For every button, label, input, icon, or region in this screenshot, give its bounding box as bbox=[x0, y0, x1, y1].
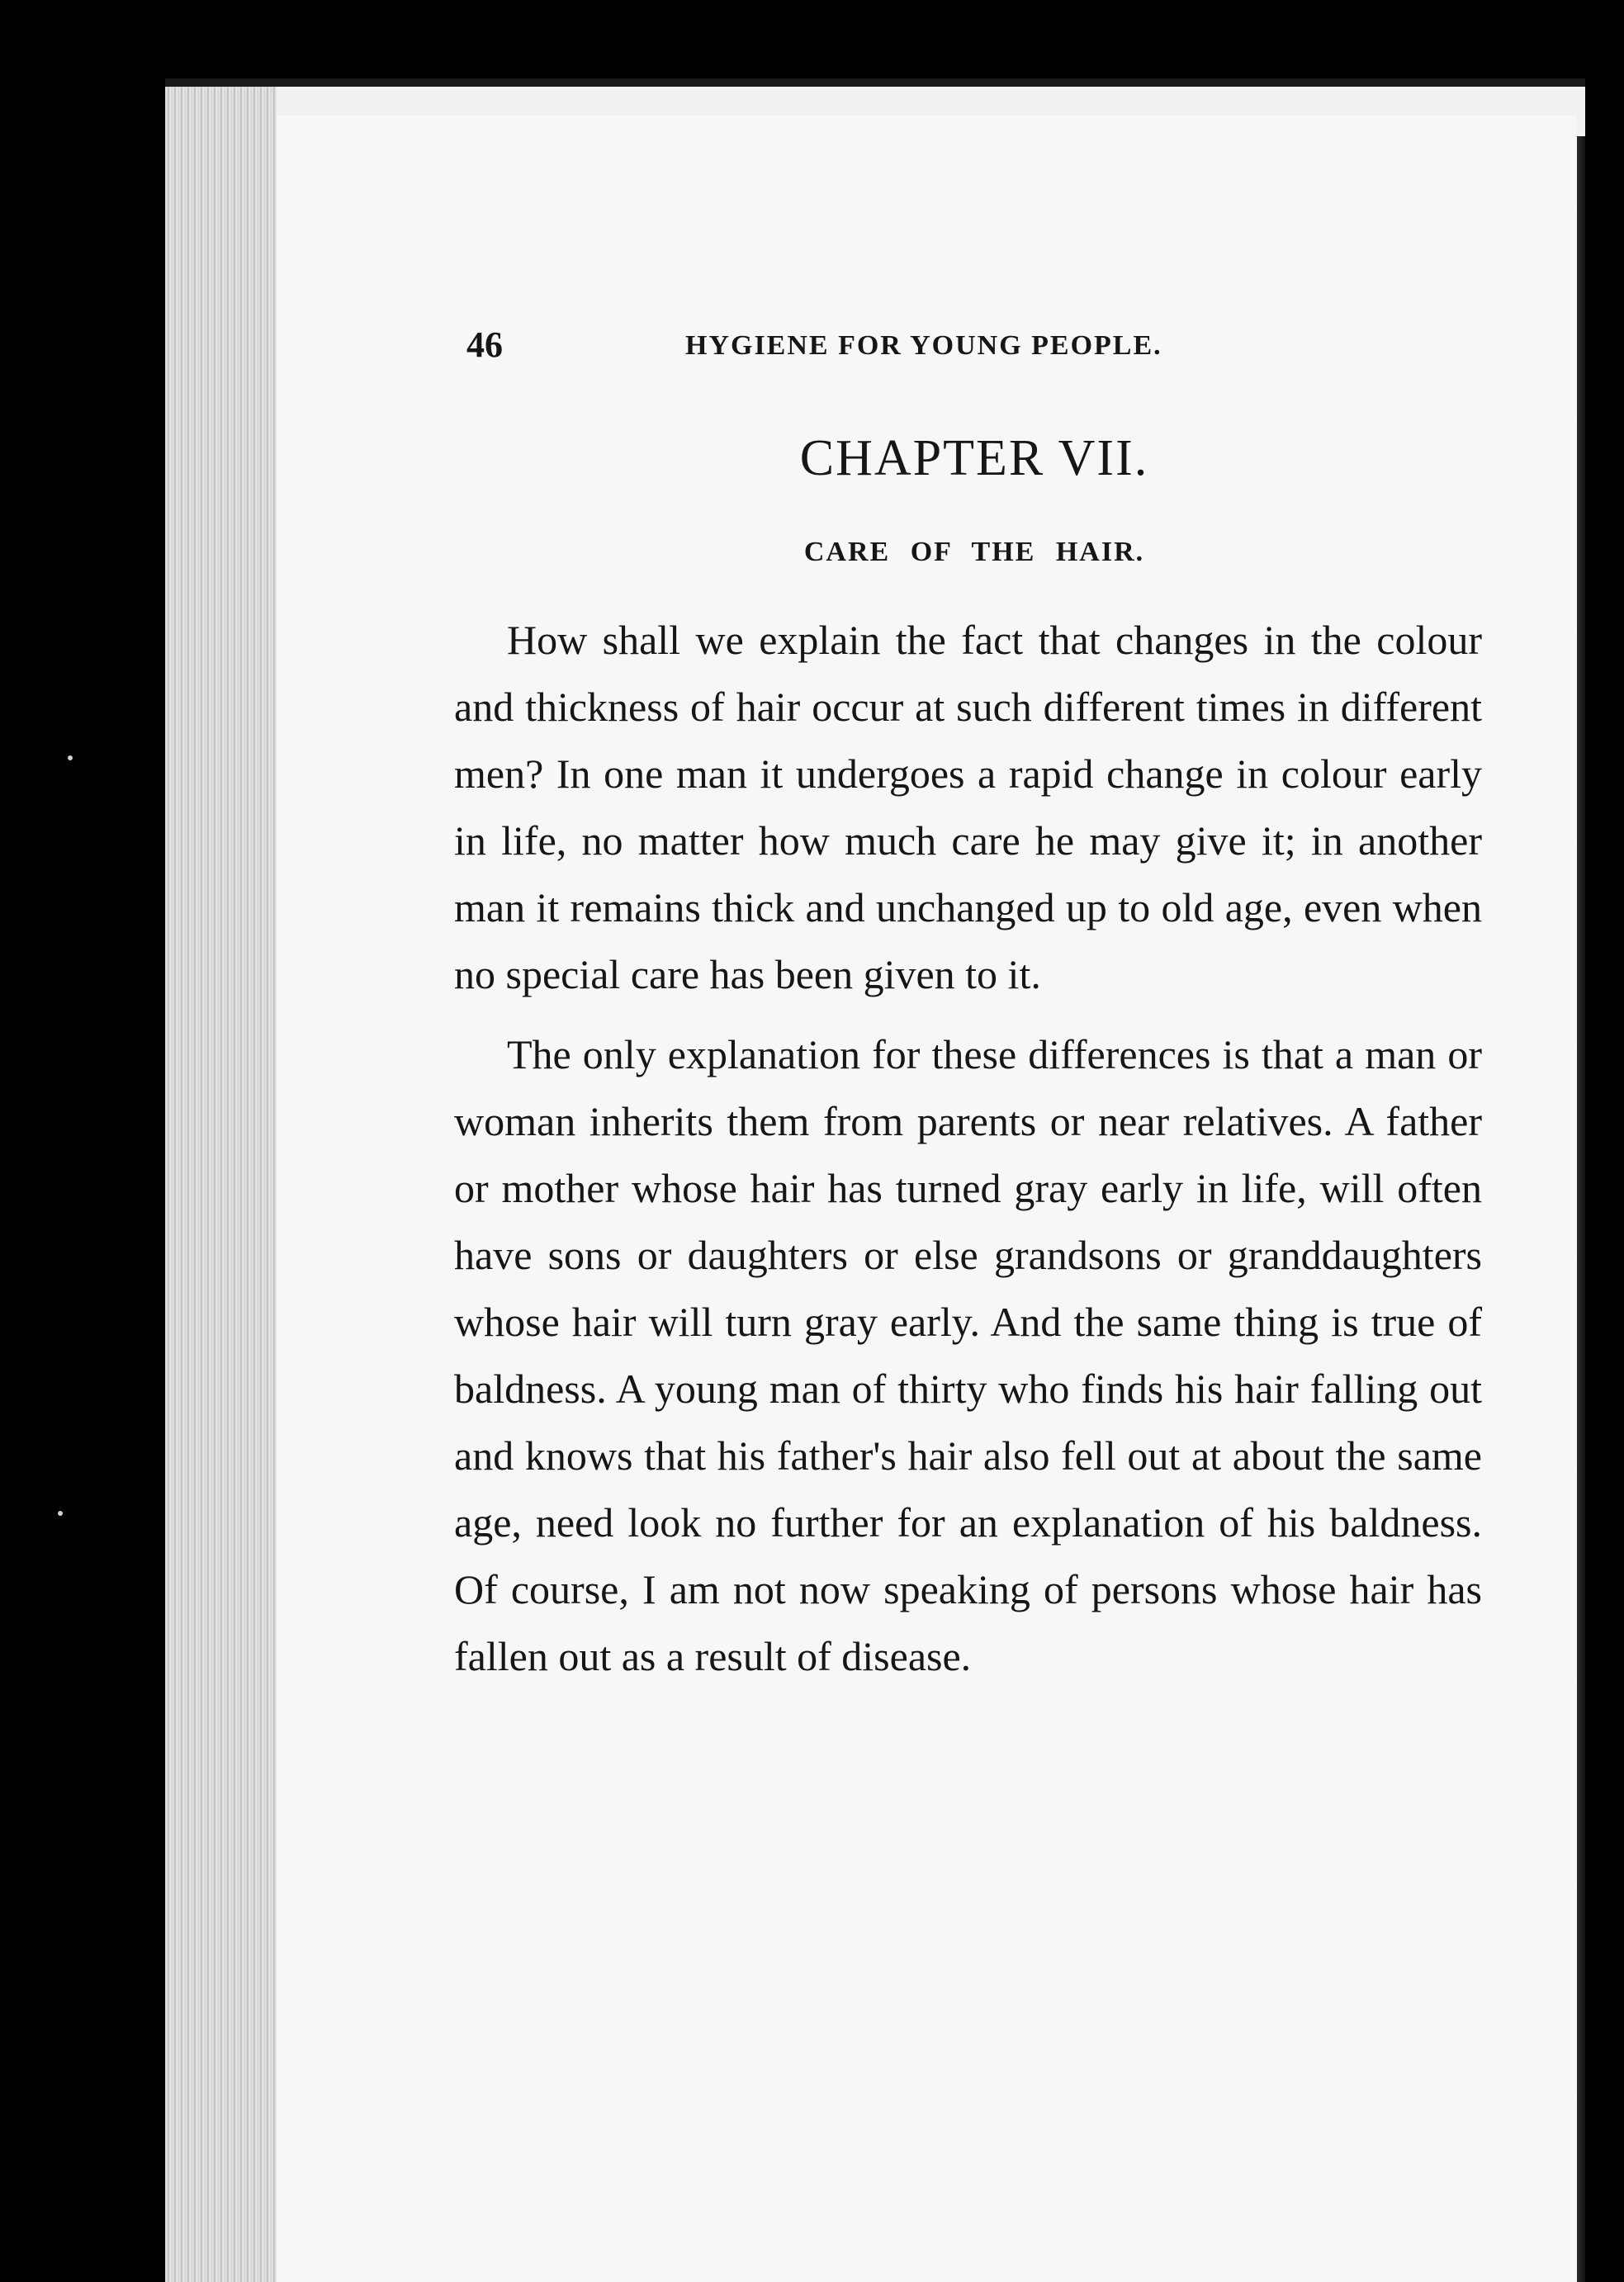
chapter-title: CHAPTER VII. bbox=[799, 430, 1149, 486]
page-number: 46 bbox=[466, 324, 503, 365]
body-text bbox=[454, 607, 1482, 1690]
running-header bbox=[0, 324, 1624, 373]
running-title: HYGIENE FOR YOUNG PEOPLE. bbox=[685, 330, 1162, 361]
scan-speck bbox=[58, 1511, 63, 1516]
paragraph: The only explanation for these differences is that a man or woman inherits them from parents or near relatives. A father or mother whose hair has turned gray early in life, will often have sons or daughters or else grandsons or granddaughters whose hair will turn gray early. And the same thing is true of baldness. A young man of thirty who finds his hair falling out and knows that his father's hair also fell out at about the same age, need look no further for an explanation of his baldness. Of course, I am not now speaking of persons whose hair has fallen out as a result of disease. bbox=[454, 1031, 1482, 1679]
paragraph: How shall we explain the fact that changes in the colour and thickness of hair occur at such different times in different men? In one man it undergoes a rapid change in colour early in life, no matter how much care he may give it; in another man it remains thick and unchanged up to old age, even when no special care has been given to it. bbox=[454, 617, 1482, 997]
chapter-subtitle: CARE OF THE HAIR. bbox=[803, 537, 1145, 567]
scan-speck bbox=[68, 755, 73, 760]
